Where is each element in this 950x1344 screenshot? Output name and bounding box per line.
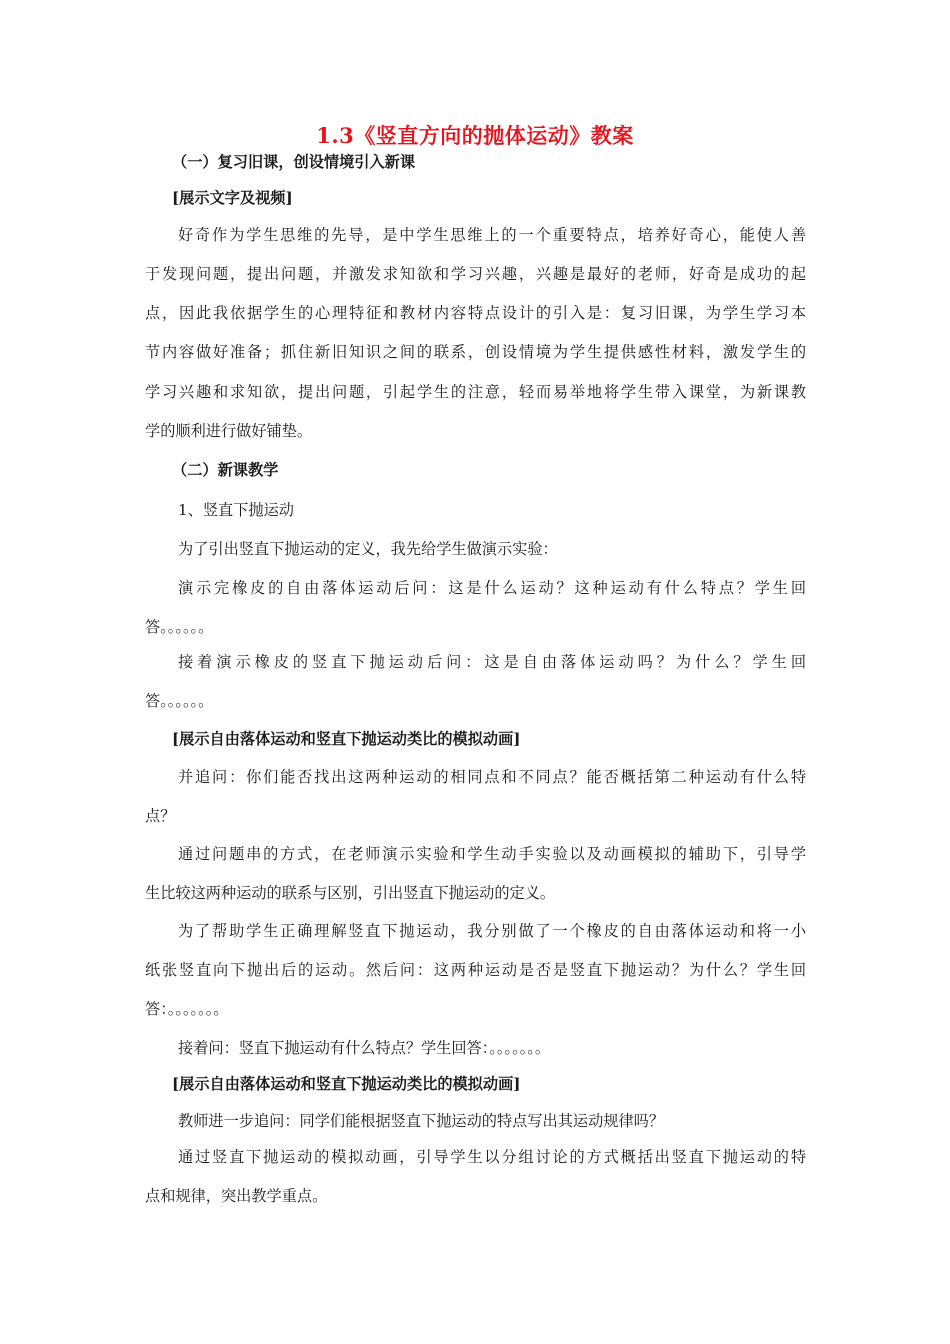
document-title: 1.3《竖直方向的抛体运动》教案 bbox=[316, 123, 634, 148]
paragraph-line: 答。。。。。。 bbox=[145, 618, 214, 636]
bracket-note-show-text-video: [展示文字及视频] bbox=[172, 189, 293, 207]
list-item-heading: 1、竖直下抛运动 bbox=[178, 501, 294, 519]
bracket-note-animation: [展示自由落体运动和竖直下抛运动类比的模拟动画] bbox=[172, 730, 521, 748]
paragraph-line: 通过问题串的方式，在老师演示实验和学生动手实验以及动画模拟的辅助下，引导学 bbox=[178, 845, 806, 863]
paragraph-line: 并追问：你们能否找出这两种运动的相同点和不同点？能否概括第二种运动有什么特 bbox=[178, 768, 806, 786]
paragraph-line: 通过竖直下抛运动的模拟动画，引导学生以分组讨论的方式概括出竖直下抛运动的特 bbox=[178, 1148, 806, 1166]
paragraph-line: 好奇作为学生思维的先导，是中学生思维上的一个重要特点，培养好奇心，能使人善 bbox=[178, 226, 806, 244]
paragraph-line: 接着问：竖直下抛运动有什么特点？学生回答：。。。。。。。 bbox=[178, 1039, 551, 1057]
paragraph-line: 点？ bbox=[145, 807, 176, 825]
paragraph-line: 于发现问题，提出问题，并激发求知欲和学习兴趣，兴趣是最好的老师，好奇是成功的起 bbox=[145, 265, 806, 283]
paragraph-line: 点，因此我依据学生的心理特征和教材内容特点设计的引入是：复习旧课，为学生学习本 bbox=[145, 304, 806, 322]
bracket-note-animation: [展示自由落体运动和竖直下抛运动类比的模拟动画] bbox=[172, 1075, 521, 1093]
paragraph-line: 学的顺利进行做好铺垫。 bbox=[145, 422, 313, 440]
paragraph-line: 节内容做好准备；抓住新旧知识之间的联系，创设情境为学生提供感性材料，激发学生的 bbox=[145, 343, 806, 361]
paragraph-line: 纸张竖直向下抛出后的运动。然后问：这两种运动是否是竖直下抛运动？为什么？学生回 bbox=[145, 961, 806, 979]
paragraph-line: 教师进一步追问：同学们能根据竖直下抛运动的特点写出其运动规律吗？ bbox=[178, 1112, 664, 1130]
paragraph-line: 学习兴趣和求知欲，提出问题，引起学生的注意，轻而易举地将学生带入课堂，为新课教 bbox=[145, 383, 806, 401]
paragraph-line: 演示完橡皮的自由落体运动后问：这是什么运动？这种运动有什么特点？学生回 bbox=[178, 579, 806, 597]
paragraph-line: 为了引出竖直下抛运动的定义，我先给学生做演示实验： bbox=[178, 540, 558, 558]
section-heading-review: （一）复习旧课，创设情境引入新课 bbox=[172, 153, 415, 171]
paragraph-line: 答：。。。。。。。 bbox=[145, 1000, 229, 1018]
paragraph-line: 答。。。。。。 bbox=[145, 692, 214, 710]
paragraph-line: 点和规律，突出教学重点。 bbox=[145, 1187, 328, 1205]
paragraph-line: 接着演示橡皮的竖直下抛运动后问：这是自由落体运动吗？为什么？学生回 bbox=[178, 653, 806, 671]
section-heading-new-lesson: （二）新课教学 bbox=[172, 461, 279, 479]
paragraph-line: 为了帮助学生正确理解竖直下抛运动，我分别做了一个橡皮的自由落体运动和将一小 bbox=[178, 922, 806, 940]
paragraph-line: 生比较这两种运动的联系与区别，引出竖直下抛运动的定义。 bbox=[145, 884, 556, 902]
